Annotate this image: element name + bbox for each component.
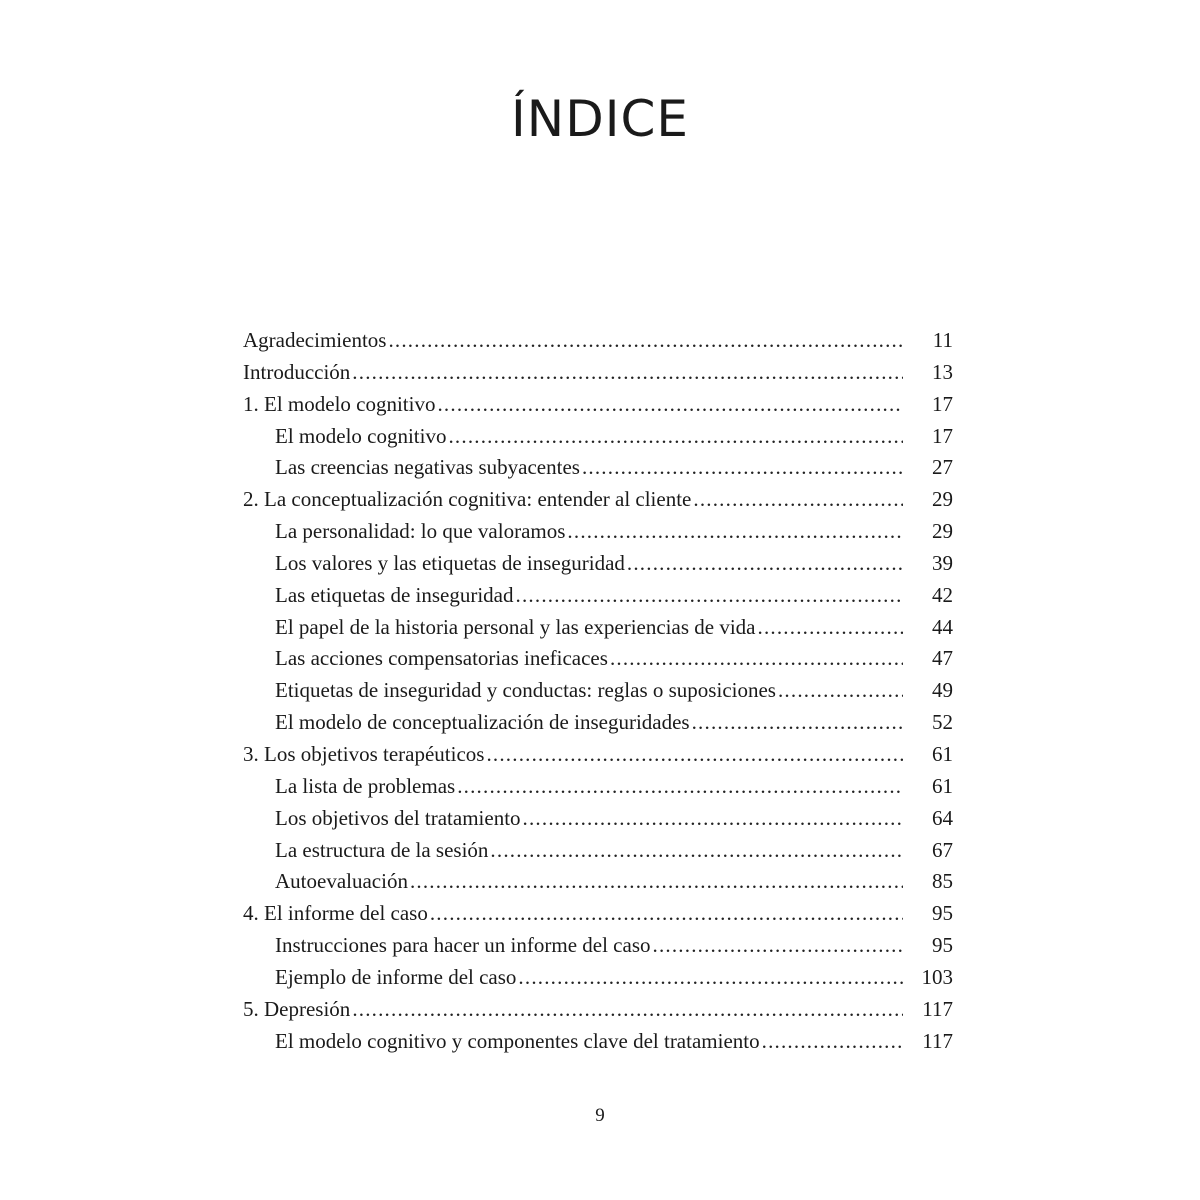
toc-subentry[interactable] — [243, 803, 953, 835]
toc-entry-page: 49 — [932, 678, 953, 703]
toc-entry-label: La lista de problemas — [275, 773, 456, 798]
dot-leader — [352, 994, 903, 1026]
toc-entry-page: 17 — [932, 391, 953, 416]
toc-subentry[interactable] — [243, 548, 953, 580]
toc-entry-page: 11 — [932, 328, 953, 352]
dot-leader — [486, 739, 903, 771]
toc-subentry[interactable] — [243, 866, 953, 898]
dot-leader — [448, 421, 903, 453]
dot-leader — [567, 516, 903, 548]
toc-entry-page: 95 — [932, 933, 953, 958]
toc-entry-page: 27 — [932, 455, 953, 480]
toc-entry-page: 17 — [932, 423, 953, 448]
toc-subentry[interactable] — [243, 580, 953, 612]
dot-leader — [692, 707, 903, 739]
toc-entry-label: La personalidad: lo que valoramos — [275, 519, 566, 544]
dot-leader — [516, 580, 903, 612]
toc-subentry[interactable] — [243, 1026, 953, 1058]
toc-entry-page: 42 — [932, 582, 953, 607]
toc-entry-label: Las creencias negativas subyacentes — [275, 455, 580, 480]
dot-leader — [430, 898, 903, 930]
page-title: ÍNDICE — [511, 90, 689, 148]
dot-leader — [610, 643, 903, 675]
toc-subentry[interactable] — [243, 707, 953, 739]
toc-subentry[interactable] — [243, 643, 953, 675]
toc-entry-label: Las etiquetas de inseguridad — [275, 582, 514, 607]
dot-leader — [762, 1026, 903, 1058]
toc-subentry[interactable] — [243, 962, 953, 994]
dot-leader — [758, 612, 904, 644]
dot-leader — [523, 803, 903, 835]
toc-entry-label: Introducción — [243, 359, 351, 384]
toc-entry-label: El modelo cognitivo — [275, 423, 447, 448]
toc-entry-chapter-1[interactable] — [243, 389, 953, 421]
dot-leader — [778, 675, 903, 707]
toc-entry-label: 5. Depresión — [243, 996, 351, 1021]
toc-entry-page: 44 — [932, 614, 953, 639]
toc-entry-label: Instrucciones para hacer un informe del caso — [275, 933, 651, 958]
table-of-contents — [243, 325, 953, 1057]
toc-entry-chapter-5[interactable] — [243, 994, 953, 1026]
toc-entry-page: 39 — [932, 550, 953, 575]
toc-entry-label: 3. Los objetivos terapéuticos — [243, 741, 485, 766]
toc-entry-page: 61 — [932, 773, 953, 798]
toc-entry-label: Ejemplo de informe del caso — [275, 964, 517, 989]
toc-entry-page: 13 — [932, 359, 953, 384]
dot-leader — [653, 930, 904, 962]
toc-subentry[interactable] — [243, 771, 953, 803]
toc-entry-label: El modelo cognitivo y componentes clave del tratamiento — [275, 1028, 760, 1053]
toc-subentry[interactable] — [243, 835, 953, 867]
toc-subentry[interactable] — [243, 930, 953, 962]
toc-entry-label: Las acciones compensatorias ineficaces — [275, 646, 608, 671]
dot-leader — [388, 325, 903, 357]
toc-entry-label: La estructura de la sesión — [275, 837, 489, 862]
toc-entry-label: 1. El modelo cognitivo — [243, 391, 436, 416]
toc-entry-page: 29 — [932, 519, 953, 544]
toc-subentry[interactable] — [243, 612, 953, 644]
dot-leader — [518, 962, 903, 994]
toc-entry-introduccion[interactable] — [243, 357, 953, 389]
toc-entry-label: 4. El informe del caso — [243, 901, 428, 926]
toc-entry-page: 103 — [921, 964, 953, 989]
toc-entry-page: 64 — [932, 805, 953, 830]
toc-entry-page: 29 — [932, 487, 953, 512]
toc-entry-page: 85 — [932, 869, 953, 894]
toc-entry-page: 117 — [922, 1028, 953, 1053]
toc-entry-page: 61 — [932, 741, 953, 766]
toc-entry-label: Autoevaluación — [275, 869, 408, 894]
dot-leader — [627, 548, 903, 580]
dot-leader — [352, 357, 903, 389]
toc-entry-label: Los valores y las etiquetas de inseguridad — [275, 550, 625, 575]
toc-entry-label: Los objetivos del tratamiento — [275, 805, 521, 830]
toc-entry-label: 2. La conceptualización cognitiva: entender al cliente — [243, 487, 692, 512]
toc-entry-label: El modelo de conceptualización de inseguridades — [275, 710, 690, 735]
toc-subentry[interactable] — [243, 421, 953, 453]
dot-leader — [410, 866, 903, 898]
dot-leader — [490, 835, 903, 867]
toc-entry-page: 67 — [932, 837, 953, 862]
toc-entry-chapter-3[interactable] — [243, 739, 953, 771]
dot-leader — [457, 771, 903, 803]
toc-entry-chapter-2[interactable] — [243, 484, 953, 516]
toc-entry-page: 95 — [932, 901, 953, 926]
toc-entry-label: Agradecimientos — [243, 328, 387, 352]
toc-subentry[interactable] — [243, 452, 953, 484]
toc-entry-page: 47 — [932, 646, 953, 671]
dot-leader — [582, 452, 903, 484]
toc-entry-label: Etiquetas de inseguridad y conductas: reglas o suposiciones — [275, 678, 776, 703]
toc-entry-chapter-4[interactable] — [243, 898, 953, 930]
dot-leader — [693, 484, 903, 516]
toc-subentry[interactable] — [243, 675, 953, 707]
toc-entry-label: El papel de la historia personal y las experiencias de vida — [275, 614, 756, 639]
page-number: 9 — [595, 1105, 605, 1126]
dot-leader — [437, 389, 903, 421]
toc-entry-agradecimientos[interactable] — [243, 325, 953, 357]
toc-subentry[interactable] — [243, 516, 953, 548]
toc-entry-page: 117 — [922, 996, 953, 1021]
toc-entry-page: 52 — [932, 710, 953, 735]
